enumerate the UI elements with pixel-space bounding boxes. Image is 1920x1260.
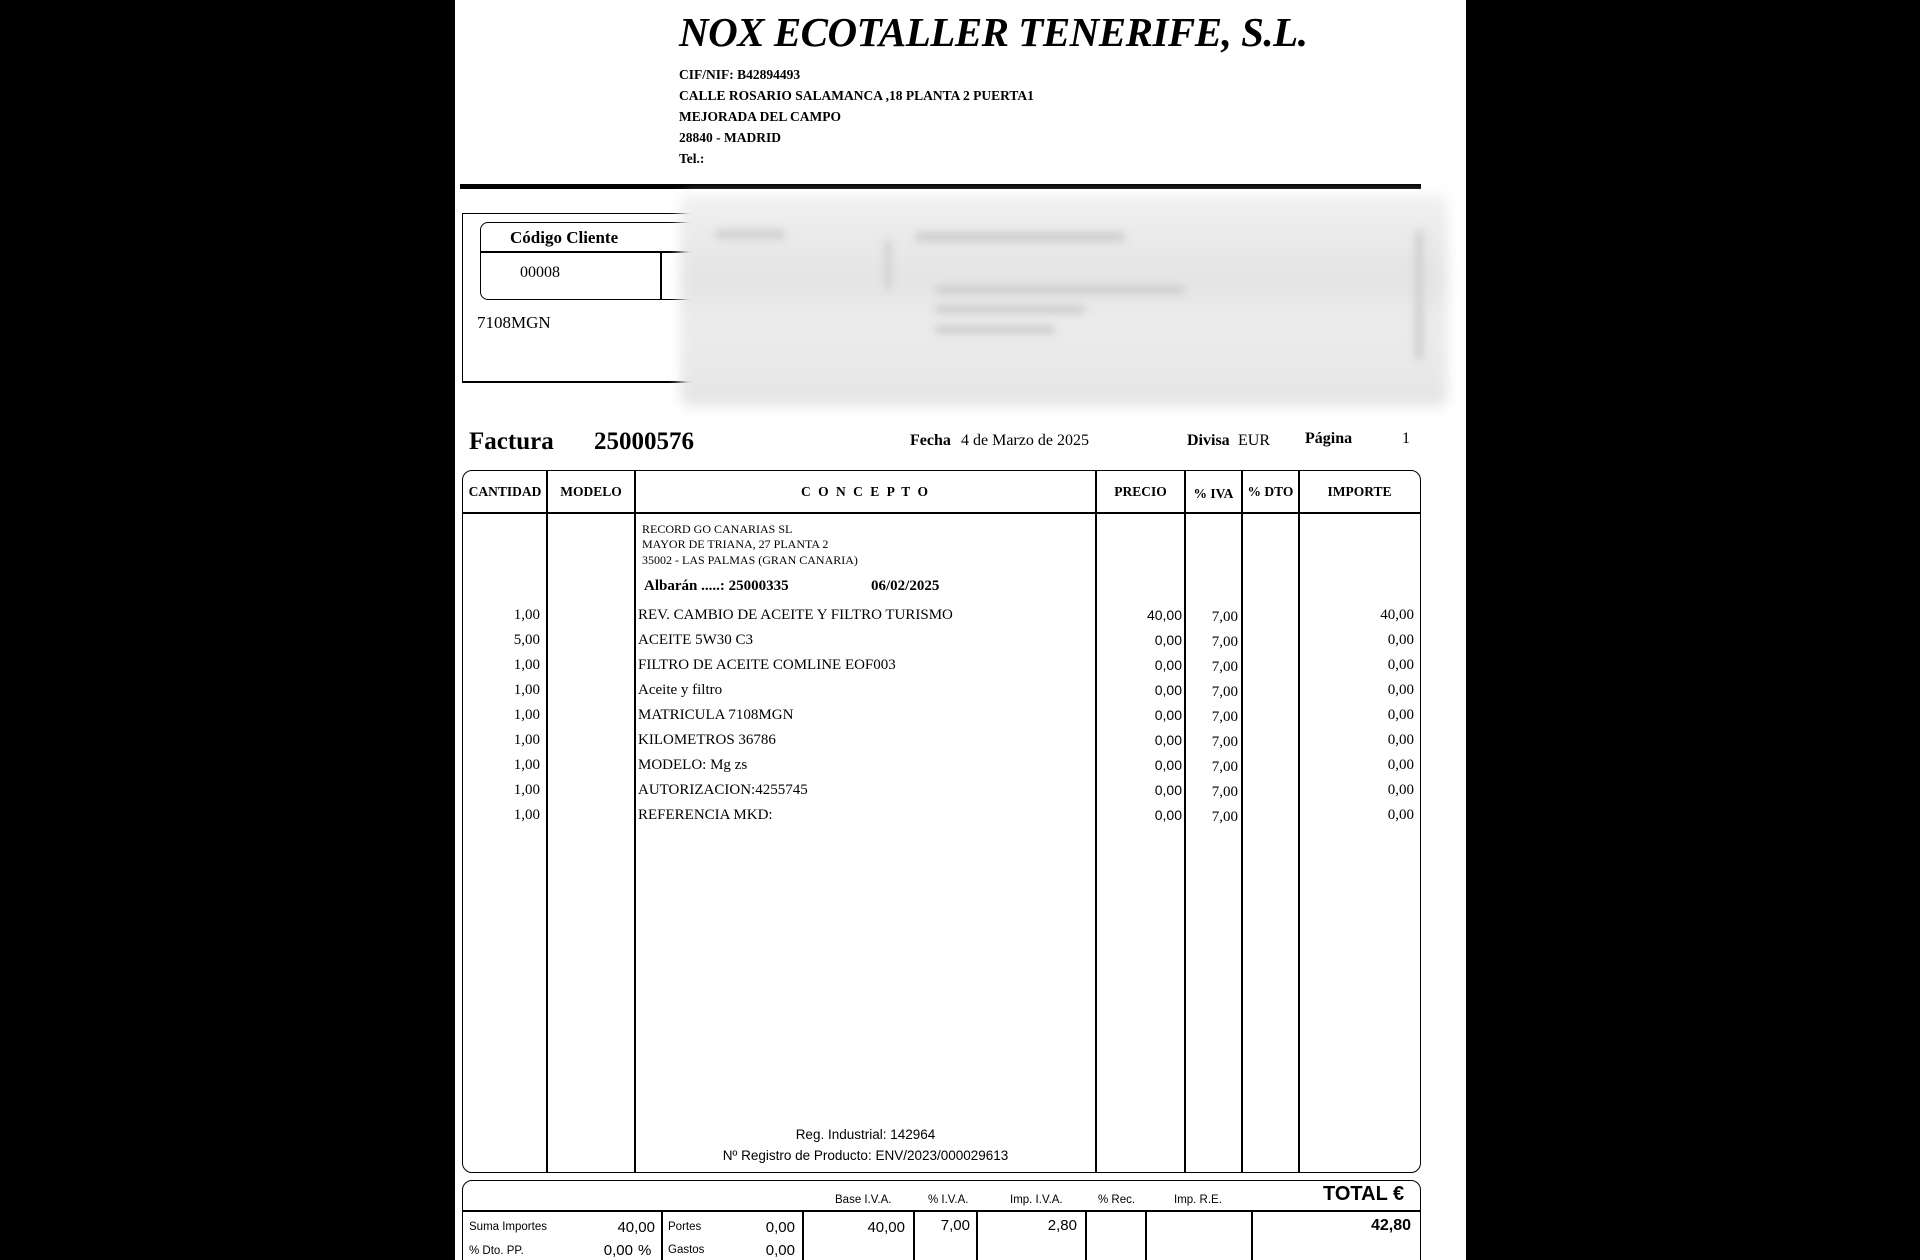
company-name: NOX ECOTALLER TENERIFE, S.L. bbox=[679, 9, 1308, 55]
col-divider bbox=[1241, 471, 1243, 1172]
line-iva: 7,00 bbox=[1211, 809, 1238, 825]
totals-header-divider bbox=[463, 1210, 1420, 1212]
dto-pp-value: 0,00 bbox=[603, 1242, 633, 1259]
line-amount: 0,00 bbox=[1387, 707, 1414, 723]
totals-divider bbox=[661, 1211, 663, 1260]
line-qty: 1,00 bbox=[513, 782, 540, 798]
line-concept: REV. CAMBIO DE ACEITE Y FILTRO TURISMO bbox=[638, 607, 953, 623]
col-divider bbox=[634, 471, 636, 1172]
line-concept: ACEITE 5W30 C3 bbox=[638, 632, 753, 648]
redacted-stroke bbox=[715, 230, 785, 239]
redacted-area bbox=[680, 195, 1448, 407]
company-cif: CIF/NIF: B42894493 bbox=[679, 67, 801, 82]
header-dto: % DTO bbox=[1247, 484, 1294, 499]
header-importe: IMPORTE bbox=[1327, 484, 1392, 499]
line-qty: 1,00 bbox=[513, 807, 540, 823]
portes-label: Portes bbox=[668, 1221, 702, 1233]
redacted-stroke bbox=[935, 285, 1185, 294]
albaran-reference: Albarán .....: 25000335 bbox=[644, 578, 789, 594]
company-town: MEJORADA DEL CAMPO bbox=[679, 109, 841, 124]
line-price: 0,00 bbox=[1154, 732, 1182, 748]
line-amount: 40,00 bbox=[1380, 607, 1414, 623]
line-amount: 0,00 bbox=[1387, 682, 1414, 698]
suma-importes-value: 40,00 bbox=[617, 1219, 655, 1236]
albaran-date: 06/02/2025 bbox=[871, 578, 940, 594]
line-price: 0,00 bbox=[1154, 707, 1182, 723]
line-iva: 7,00 bbox=[1211, 609, 1238, 625]
invoice-number: 25000576 bbox=[594, 428, 694, 455]
line-qty: 1,00 bbox=[513, 757, 540, 773]
line-qty: 5,00 bbox=[513, 632, 540, 648]
line-iva: 7,00 bbox=[1211, 734, 1238, 750]
date-label: Fecha bbox=[910, 432, 951, 449]
imp-re-label: Imp. R.E. bbox=[1174, 1194, 1222, 1206]
base-iva-value: 40,00 bbox=[867, 1219, 905, 1236]
line-amount: 0,00 bbox=[1387, 732, 1414, 748]
currency-value: EUR bbox=[1238, 432, 1270, 449]
line-price: 0,00 bbox=[1154, 657, 1182, 673]
client-plate: 7108MGN bbox=[477, 313, 551, 332]
client-code-divider bbox=[481, 251, 711, 253]
redacted-stroke bbox=[1415, 230, 1423, 360]
line-price: 40,00 bbox=[1146, 607, 1182, 623]
imp-iva-value: 2,80 bbox=[1047, 1217, 1077, 1234]
line-price: 0,00 bbox=[1154, 632, 1182, 648]
line-iva: 7,00 bbox=[1211, 784, 1238, 800]
line-qty: 1,00 bbox=[513, 607, 540, 623]
pct-rec-label: % Rec. bbox=[1098, 1194, 1136, 1206]
client-code-label: Código Cliente bbox=[510, 228, 619, 247]
pct-iva-label: % I.V.A. bbox=[928, 1194, 969, 1206]
header-modelo: MODELO bbox=[560, 484, 622, 499]
suma-importes-label: Suma Importes bbox=[469, 1221, 547, 1233]
page-number: 1 bbox=[1402, 430, 1410, 447]
portes-value: 0,00 bbox=[765, 1219, 795, 1236]
invoice-date: 4 de Marzo de 2025 bbox=[961, 432, 1089, 449]
line-amount: 0,00 bbox=[1387, 757, 1414, 773]
reg-industrial: Reg. Industrial: 142964 bbox=[795, 1127, 936, 1142]
header-iva: % IVA bbox=[1193, 486, 1234, 501]
line-concept: FILTRO DE ACEITE COMLINE EOF003 bbox=[638, 657, 896, 673]
line-amount: 0,00 bbox=[1387, 782, 1414, 798]
line-concept: MODELO: Mg zs bbox=[638, 757, 748, 773]
line-iva: 7,00 bbox=[1211, 634, 1238, 650]
header-divider bbox=[460, 184, 1421, 189]
line-qty: 1,00 bbox=[513, 707, 540, 723]
header-precio: PRECIO bbox=[1114, 484, 1167, 499]
line-iva: 7,00 bbox=[1211, 759, 1238, 775]
line-iva: 7,00 bbox=[1211, 659, 1238, 675]
totals-divider bbox=[802, 1211, 804, 1260]
line-amount: 0,00 bbox=[1387, 632, 1414, 648]
table-header-divider bbox=[463, 512, 1420, 514]
client-code-separator bbox=[660, 252, 662, 300]
line-price: 0,00 bbox=[1154, 757, 1182, 773]
invoice-page bbox=[455, 0, 1466, 1260]
redacted-stroke bbox=[915, 232, 1125, 242]
total-value: 42,80 bbox=[1370, 1217, 1411, 1234]
line-qty: 1,00 bbox=[513, 682, 540, 698]
delivery-address-line: 35002 - LAS PALMAS (GRAN CANARIA) bbox=[642, 553, 858, 567]
line-concept: MATRICULA 7108MGN bbox=[638, 707, 794, 723]
company-tel: Tel.: bbox=[679, 151, 705, 166]
line-price: 0,00 bbox=[1154, 682, 1182, 698]
reg-producto: Nº Registro de Producto: ENV/2023/000029613 bbox=[722, 1148, 1009, 1163]
delivery-address-line: RECORD GO CANARIAS SL bbox=[642, 522, 793, 536]
delivery-address-line: MAYOR DE TRIANA, 27 PLANTA 2 bbox=[642, 537, 829, 551]
redacted-stroke bbox=[935, 325, 1055, 334]
pct-iva-value: 7,00 bbox=[940, 1217, 970, 1234]
line-qty: 1,00 bbox=[513, 657, 540, 673]
line-concept: AUTORIZACION:4255745 bbox=[638, 782, 808, 798]
line-iva: 7,00 bbox=[1211, 709, 1238, 725]
imp-iva-label: Imp. I.V.A. bbox=[1010, 1194, 1063, 1206]
gastos-value: 0,00 bbox=[765, 1242, 795, 1259]
line-iva: 7,00 bbox=[1211, 684, 1238, 700]
line-concept: KILOMETROS 36786 bbox=[638, 732, 776, 748]
page-label: Página bbox=[1305, 430, 1353, 447]
currency-label: Divisa bbox=[1187, 432, 1230, 449]
redacted-stroke bbox=[885, 240, 891, 290]
gastos-label: Gastos bbox=[668, 1244, 705, 1256]
col-divider bbox=[546, 471, 548, 1172]
header-concepto: C O N C E P T O bbox=[801, 484, 930, 499]
line-price: 0,00 bbox=[1154, 782, 1182, 798]
line-amount: 0,00 bbox=[1387, 657, 1414, 673]
base-iva-label: Base I.V.A. bbox=[835, 1194, 892, 1206]
line-qty: 1,00 bbox=[513, 732, 540, 748]
line-price: 0,00 bbox=[1154, 807, 1182, 823]
total-label: TOTAL € bbox=[1323, 1183, 1405, 1205]
redacted-stroke bbox=[935, 305, 1085, 314]
company-street: CALLE ROSARIO SALAMANCA ,18 PLANTA 2 PUERTA1 bbox=[679, 88, 1034, 103]
totals-divider bbox=[1251, 1211, 1253, 1260]
line-amount: 0,00 bbox=[1387, 807, 1414, 823]
dto-pp-unit: % bbox=[638, 1242, 652, 1259]
line-concept: Aceite y filtro bbox=[638, 682, 723, 698]
totals-divider bbox=[1145, 1211, 1147, 1260]
header-cantidad: CANTIDAD bbox=[468, 484, 542, 499]
invoice-label: Factura bbox=[469, 428, 554, 455]
line-concept: REFERENCIA MKD: bbox=[638, 807, 773, 823]
company-postal: 28840 - MADRID bbox=[679, 130, 781, 145]
totals-divider bbox=[1085, 1211, 1087, 1260]
client-code: 00008 bbox=[520, 264, 560, 281]
dto-pp-label: % Dto. PP. bbox=[469, 1245, 524, 1257]
totals-divider bbox=[976, 1211, 978, 1260]
